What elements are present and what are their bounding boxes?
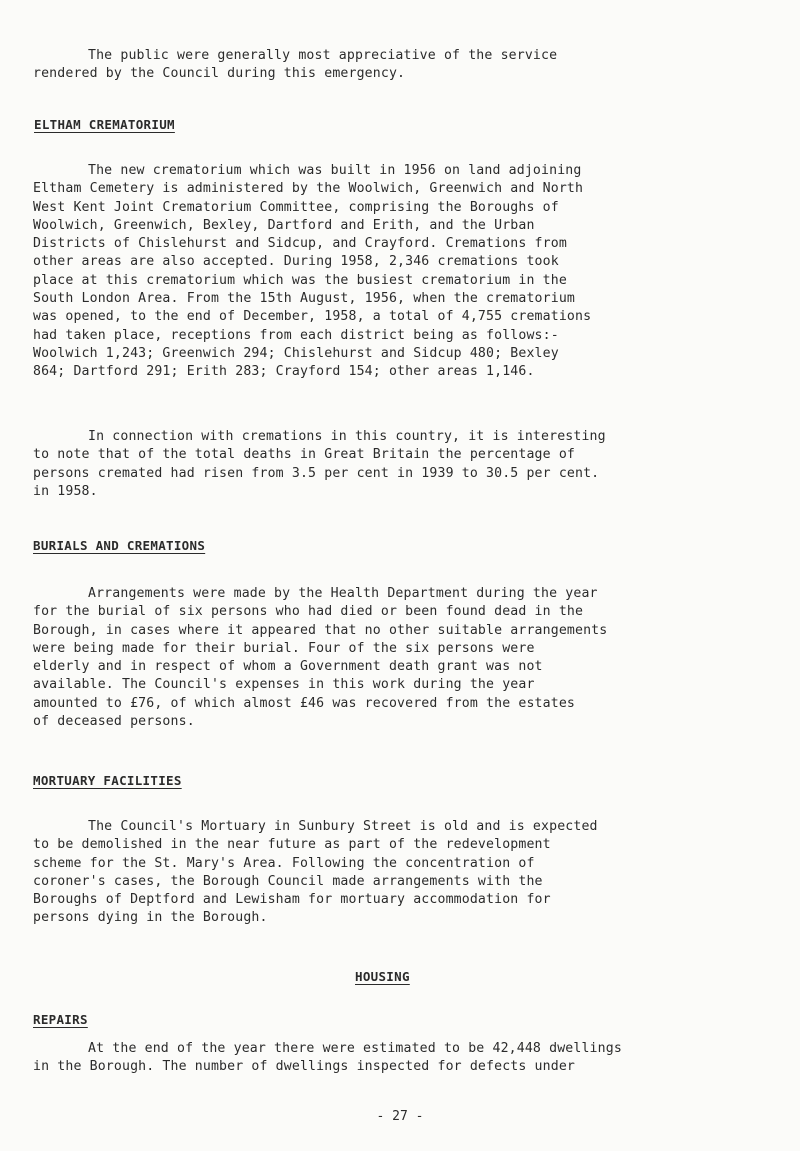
- repairs-paragraph: At the end of the year there were estimated to be 42,448 dwellings in the Borough. The number of dwellings inspected for defects under: [33, 1041, 622, 1075]
- cremation-statistics-paragraph: In connection with cremations in this country, it is interesting to note that of the total deaths in Great Britain the percentage of persons cremated had risen from 3.5 per cent in 1939 to 30.5 per cent. in 1958.: [33, 429, 606, 499]
- opening-paragraph: The public were generally most appreciative of the service rendered by the Council during this emergency.: [33, 48, 558, 82]
- housing-heading: HOUSING: [355, 969, 410, 984]
- burials-paragraph: Arrangements were made by the Health Department during the year for the burial of six persons who had died or been found dead in the Borough, in cases where it appeared that no other suitable arrangements were being made for their burial. Four of the six persons were elderly and in respect of whom a Government death grant was not available. The Council's expenses in this work during the year amounted to £76, of which almost £46 was recovered from the estates of deceased persons.: [33, 586, 608, 730]
- eltham-crematorium-heading: ELTHAM CREMATORIUM: [34, 117, 175, 132]
- mortuary-heading: MORTUARY FACILITIES: [33, 773, 182, 788]
- eltham-crematorium-paragraph: The new crematorium which was built in 1956 on land adjoining Eltham Cemetery is administered by the Woolwich, Greenwich and North West Kent Joint Crematorium Committee, comprising the Boroughs of Woolwich, Greenwich, Bexley, Dartford and Erith, and the Urban Districts of Chislehurst and Sidcup, and Crayford. Cremations from other areas are also accepted. During 1958, 2,346 cremations took place at this crematorium which was the busiest crematorium in the South London Area. From the 15th August, 1956, when the crematorium was opened, to the end of December, 1958, a total of 4,755 cremations had taken place, receptions from each district being as follows:- Woolwich 1,243; Greenwich 294; Chislehurst and Sidcup 480; Bexley 864; Dartford 291; Erith 283; Crayford 154; other areas 1,146.: [33, 163, 592, 380]
- mortuary-paragraph: The Council's Mortuary in Sunbury Street is old and is expected to be demolished in the near future as part of the redevelopment scheme for the St. Mary's Area. Following the concentration of coroner's cases, the Borough Council made arrangements with the Boroughs of Deptford and Lewisham for mortuary accommodation for persons dying in the Borough.: [33, 819, 598, 926]
- burials-heading: BURIALS AND CREMATIONS: [33, 538, 206, 553]
- page-number: - 27 -: [376, 1109, 424, 1124]
- repairs-heading: REPAIRS: [33, 1012, 88, 1027]
